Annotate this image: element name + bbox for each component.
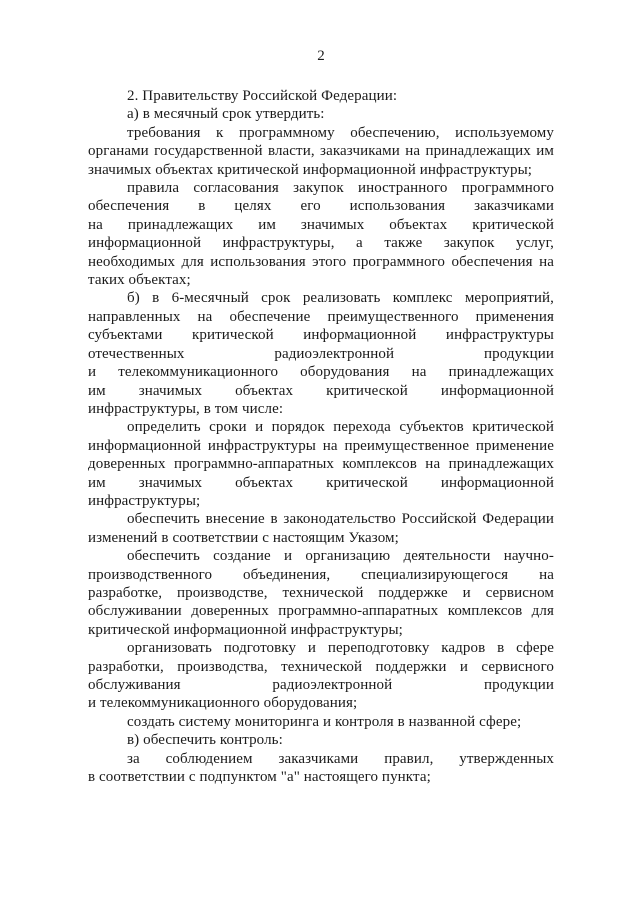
paragraph [88,87,554,105]
text-line: 2. Правительству Российской Федерации: [127,88,398,104]
text-line: определить сроки и порядок перехода субъектов критической [127,419,554,436]
text-line: значимых объектах критической информационной инфраструктуры; [88,161,533,178]
text-line: инфраструктуры, в том числе: [88,400,284,417]
text-line: организовать подготовку и переподготовку кадров в сфере [127,640,554,657]
text-line: в соответствии с подпунктом "а" настоящего пункта; [88,769,431,786]
text-line: критической информационной инфраструктуры; [88,621,403,638]
paragraph [88,124,554,179]
text-line: обслуживании доверенных программно-аппаратных комплексов для [88,603,554,620]
text-line: отечественных радиоэлектронной продукции [88,345,554,362]
text-line: направленных на обеспечение преимущественного применения [88,308,554,325]
text-line: требования к программному обеспечению, используемому [127,124,554,141]
paragraph [88,639,554,713]
paragraph [88,731,554,749]
text-line: информационной инфраструктуры, а также закупок услуг, [88,235,554,252]
text-line: обеспечения в целях его использования заказчиками [88,198,554,215]
text-line: им значимых объектах критической информационной [88,382,554,399]
document-body [88,87,554,786]
text-line: создать систему мониторинга и контроля в названной сфере; [127,713,522,730]
text-line: доверенных программно-аппаратных комплексов на принадлежащих [88,456,554,473]
text-line: разработке, производстве, технической поддержке и сервисном [88,584,554,601]
paragraph [88,510,554,547]
paragraph [88,713,554,731]
text-line: инфраструктуры; [88,492,201,509]
text-line: б) в 6-месячный срок реализовать комплекс мероприятий, [127,290,554,307]
paragraph [88,105,554,123]
text-line: и телекоммуникационного оборудования; [88,695,358,712]
text-line: разработки, производства, технической поддержки и сервисного [88,658,554,675]
paragraph [88,750,554,787]
text-line: изменений в соответствии с настоящим Указом; [88,529,399,546]
text-line: таких объектах; [88,272,191,289]
text-line: на принадлежащих им значимых объектах критической [88,216,554,233]
text-line: органами государственной власти, заказчиками на принадлежащих им [88,143,554,160]
text-line: производственного объединения, специализирующегося на [88,566,554,583]
paragraph [88,547,554,639]
text-line: и телекоммуникационного оборудования на принадлежащих [88,364,554,381]
text-line: информационной инфраструктуры на преимущественное применение [88,437,554,454]
text-line: правила согласования закупок иностранного программного [127,180,554,197]
text-line: в) обеспечить контроль: [127,732,283,749]
page-number: 2 [317,48,325,64]
paragraph [88,179,554,289]
paragraph [88,418,554,510]
text-line: а) в месячный срок утвердить: [127,106,325,123]
text-line: им значимых объектах критической информационной [88,474,554,491]
text-line: за соблюдением заказчиками правил, утвержденных [127,750,554,767]
text-line: обслуживания радиоэлектронной продукции [88,677,554,693]
text-line: субъектами критической информационной инфраструктуры [88,327,554,344]
text-line: необходимых для использования этого программного обеспечения на [88,253,554,270]
paragraph [88,289,554,418]
text-line: обеспечить внесение в законодательство Российской Федерации [127,511,554,528]
text-line: обеспечить создание и организацию деятельности научно- [127,548,554,565]
